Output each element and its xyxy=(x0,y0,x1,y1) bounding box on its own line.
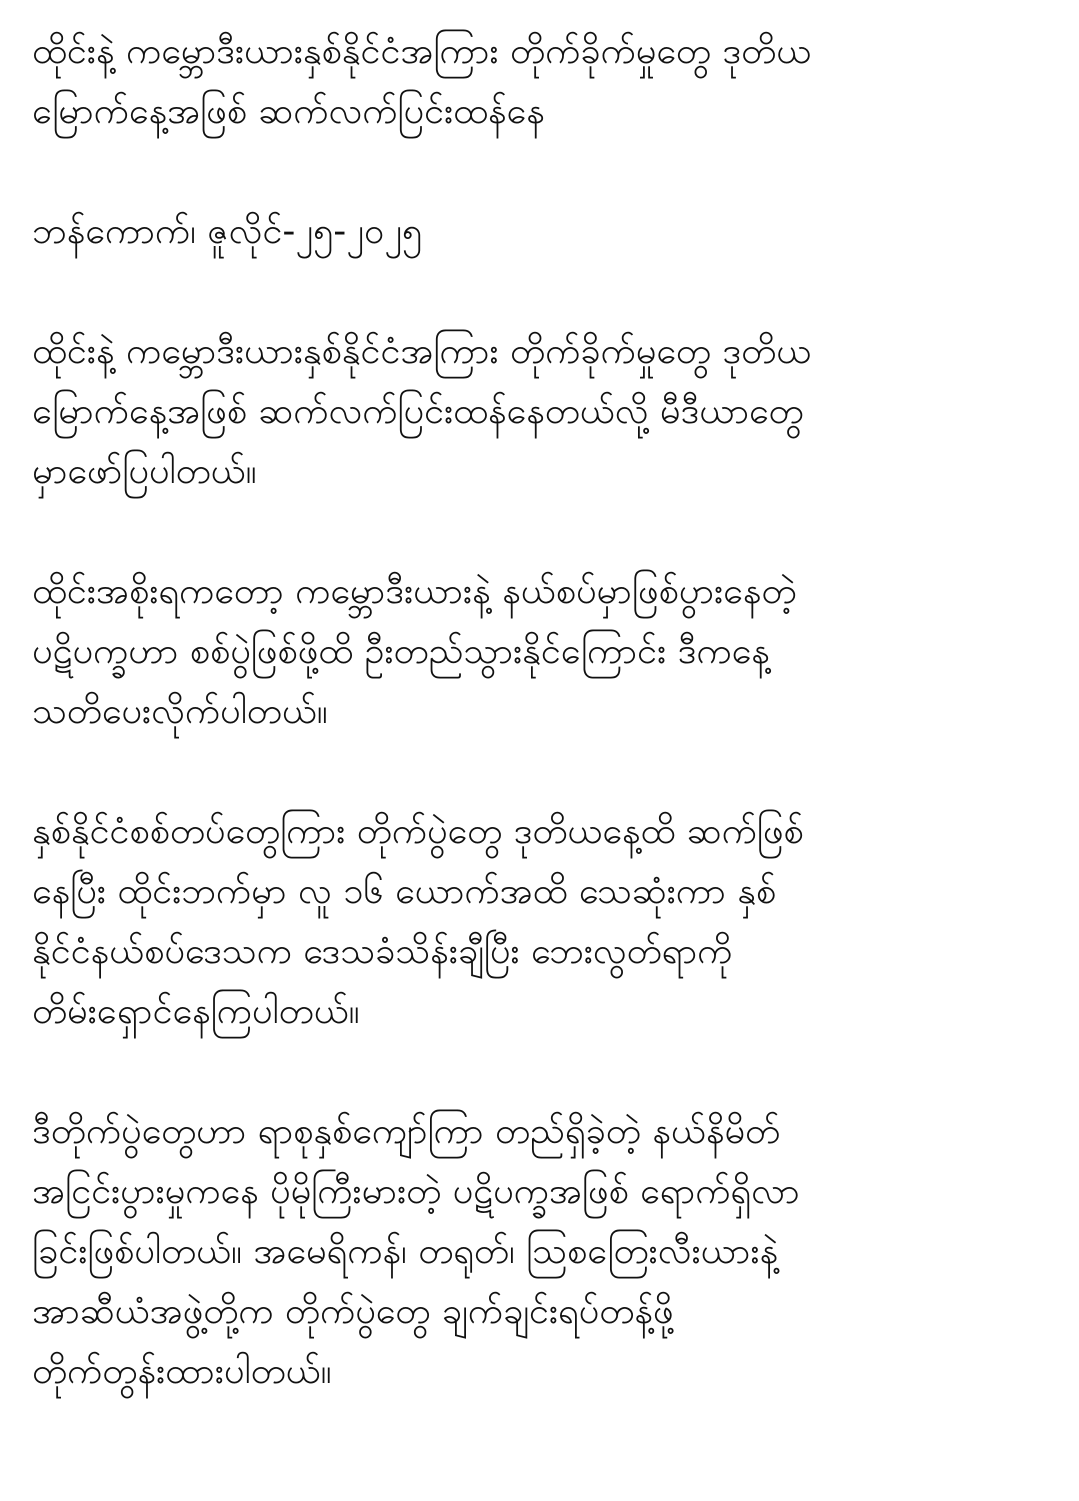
paragraph-line: ထိုင်းအစိုးရကတော့ ကမ္ဘောဒီးယားနဲ့ နယ်စပ်မှာဖြစ်ပွားနေတဲ့ xyxy=(32,571,797,612)
headline xyxy=(32,22,1057,142)
paragraph-line: နိုင်ငံနယ်စပ်ဒေသက ဒေသခံသိန်းချီပြီး ဘေးလွတ်ရာကို xyxy=(32,931,733,972)
paragraph-line: သတိပေးလိုက်ပါတယ်။ xyxy=(32,691,328,732)
paragraph-line: အငြင်းပွားမှုကနေ ပိုမိုကြီးမားတဲ့ ပဋိပက္ခအဖြစ် ရောက်ရှိလာ xyxy=(32,1171,800,1212)
paragraph-4 xyxy=(32,1102,1057,1402)
paragraph-line: မှာဖော်ပြပါတယ်။ xyxy=(32,451,257,492)
paragraph-line: နှစ်နိုင်ငံစစ်တပ်တွေကြား တိုက်ပွဲတွေ ဒုတိယနေ့ထိ ဆက်ဖြစ် xyxy=(32,811,804,852)
headline-line: မြောက်နေ့အဖြစ် ဆက်လက်ပြင်းထန်နေ xyxy=(32,91,545,132)
paragraph-line: တိုက်တွန်းထားပါတယ်။ xyxy=(32,1351,332,1392)
paragraph-line: တိမ်းရှောင်နေကြပါတယ်။ xyxy=(32,991,360,1032)
paragraph-line: ဒီတိုက်ပွဲတွေဟာ ရာစုနှစ်ကျော်ကြာ တည်ရှိခဲ့တဲ့ နယ်နိမိတ် xyxy=(32,1111,781,1152)
paragraph-1 xyxy=(32,322,1057,502)
dateline xyxy=(32,202,1057,262)
headline-line: ထိုင်းနဲ့ ကမ္ဘောဒီးယားနှစ်နိုင်ငံအကြား တိုက်ခိုက်မှုတွေ ဒုတိယ xyxy=(32,31,812,72)
paragraph-line: မြောက်နေ့အဖြစ် ဆက်လက်ပြင်းထန်နေတယ်လို့ မီဒီယာတွေ xyxy=(32,391,804,432)
paragraph-line: အာဆီယံအဖွဲ့တို့က တိုက်ပွဲတွေ ချက်ချင်းရပ်တန့်ဖို့ xyxy=(32,1291,674,1332)
paragraph-line: နေပြီး ထိုင်းဘက်မှာ လူ ၁၆ ယောက်အထိ သေဆုံးကာ နှစ် xyxy=(32,871,777,912)
paragraph-2 xyxy=(32,562,1057,742)
paragraph-3 xyxy=(32,802,1057,1042)
news-article xyxy=(32,22,1057,1402)
paragraph-line: ထိုင်းနဲ့ ကမ္ဘောဒီးယားနှစ်နိုင်ငံအကြား တိုက်ခိုက်မှုတွေ ဒုတိယ xyxy=(32,331,812,372)
dateline-text: ဘန်ကောက်၊ ဇူလိုင်-၂၅-၂၀၂၅ xyxy=(32,211,423,252)
paragraph-line: ခြင်းဖြစ်ပါတယ်။ အမေရိကန်၊ တရုတ်၊ ဩစတြေးလီးယားနဲ့ xyxy=(32,1231,779,1272)
paragraph-line: ပဋိပက္ခဟာ စစ်ပွဲဖြစ်ဖို့ထိ ဦးတည်သွားနိုင်ကြောင်း ဒီကနေ့ xyxy=(32,631,770,672)
